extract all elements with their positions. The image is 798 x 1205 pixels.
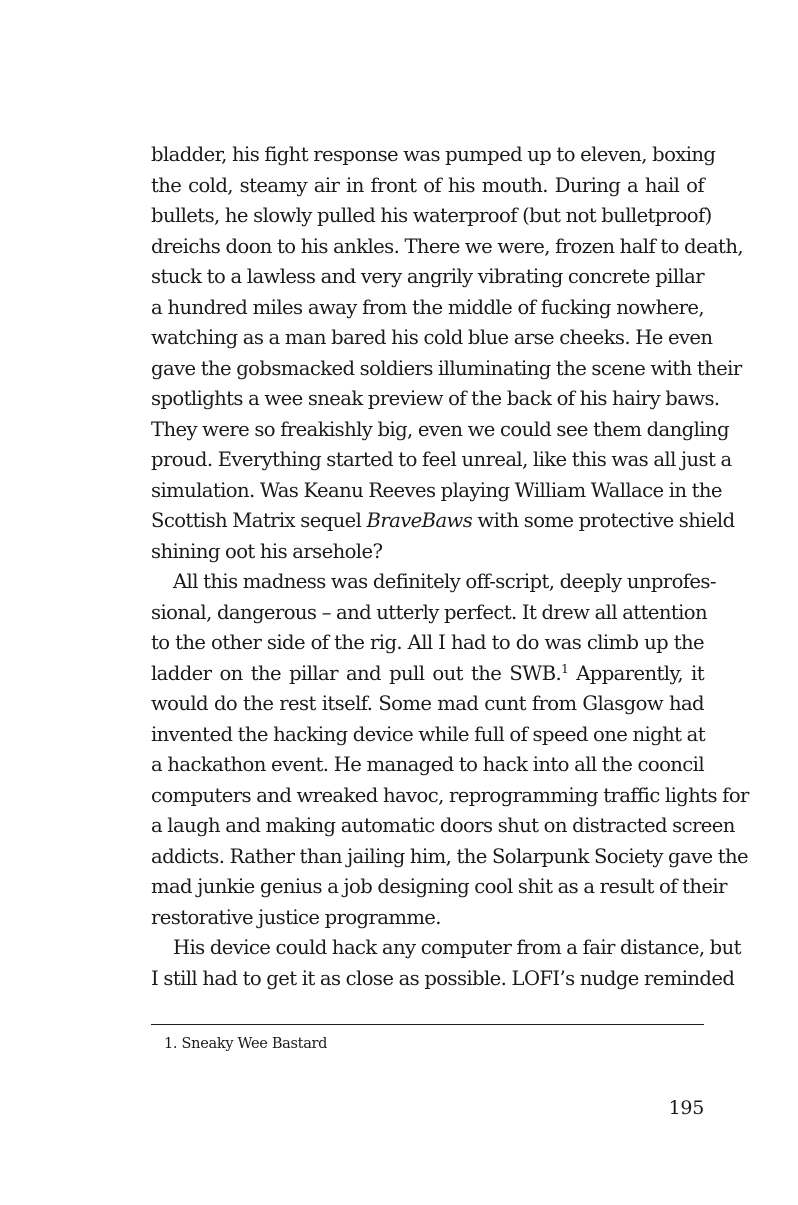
- text-line: mad junkie genius a job designing cool shit as a result of their: [151, 875, 727, 898]
- body-text: [151, 140, 749, 994]
- text-line: a hackathon event. He managed to hack into all the cooncil: [151, 753, 704, 776]
- text-line: computers and wreaked havoc, reprogramming traffic lights for: [151, 783, 749, 807]
- footnote-marker[interactable]: 1: [561, 661, 569, 676]
- text-line: bullets, he slowly pulled his waterproof (but not bulletproof): [151, 204, 712, 227]
- text-segment: ladder on the pillar and pull out the SWB.: [151, 661, 562, 685]
- text-line: gave the gobsmacked soldiers illuminating the scene with their: [151, 356, 742, 380]
- text-line: They were so freakishly big, even we could see them dangling: [151, 417, 729, 441]
- text-line: addicts. Rather than jailing him, the Solarpunk Society gave the: [151, 844, 749, 868]
- text-line: dreichs doon to his ankles. There we were, frozen half to death,: [151, 234, 743, 258]
- text-line: All this madness was definitely off-script, deeply unprofes-: [173, 570, 716, 593]
- text-line: the cold, steamy air in front of his mouth. During a hail of: [151, 173, 704, 197]
- text-line: watching as a man bared his cold blue arse cheeks. He even: [151, 326, 713, 349]
- text-line: His device could hack any computer from a fair distance, but: [173, 936, 741, 959]
- text-line: a laugh and making automatic doors shut on distracted screen: [151, 814, 735, 837]
- page-number: 195: [668, 1097, 704, 1119]
- text-segment: with some protective shield: [472, 509, 735, 532]
- text-segment: Scottish Matrix sequel: [151, 509, 367, 532]
- text-line: sional, dangerous – and utterly perfect. It drew all attention: [151, 600, 708, 624]
- text-line: [151, 659, 704, 690]
- text-line: shining oot his arsehole?: [151, 539, 383, 563]
- text-line: restorative justice programme.: [151, 905, 441, 929]
- text-line: a hundred miles away from the middle of fucking nowhere,: [151, 295, 704, 319]
- text-segment: Apparently, it: [568, 661, 704, 685]
- text-line: stuck to a lawless and very angrily vibrating concrete pillar: [151, 265, 704, 288]
- text-line: bladder, his fight response was pumped up to eleven, boxing: [151, 143, 716, 166]
- italic-title: BraveBaws: [366, 509, 473, 532]
- text-line: I still had to get it as close as possible. LOFI’s nudge reminded: [151, 966, 735, 990]
- text-line: to the other side of the rig. All I had to do was climb up the: [151, 631, 704, 654]
- text-line: proud. Everything started to feel unreal, like this was all just a: [151, 448, 732, 471]
- text-line: would do the rest itself. Some mad cunt from Glasgow had: [151, 692, 704, 715]
- text-line: invented the hacking device while full of speed one night at: [151, 722, 705, 746]
- text-line: spotlights a wee sneak preview of the back of his hairy baws.: [151, 387, 720, 410]
- footnote-divider: [151, 1024, 704, 1025]
- footnote: 1. Sneaky Wee Bastard: [164, 1036, 328, 1052]
- text-line: [151, 506, 735, 537]
- text-line: simulation. Was Keanu Reeves playing William Wallace in the: [151, 478, 722, 502]
